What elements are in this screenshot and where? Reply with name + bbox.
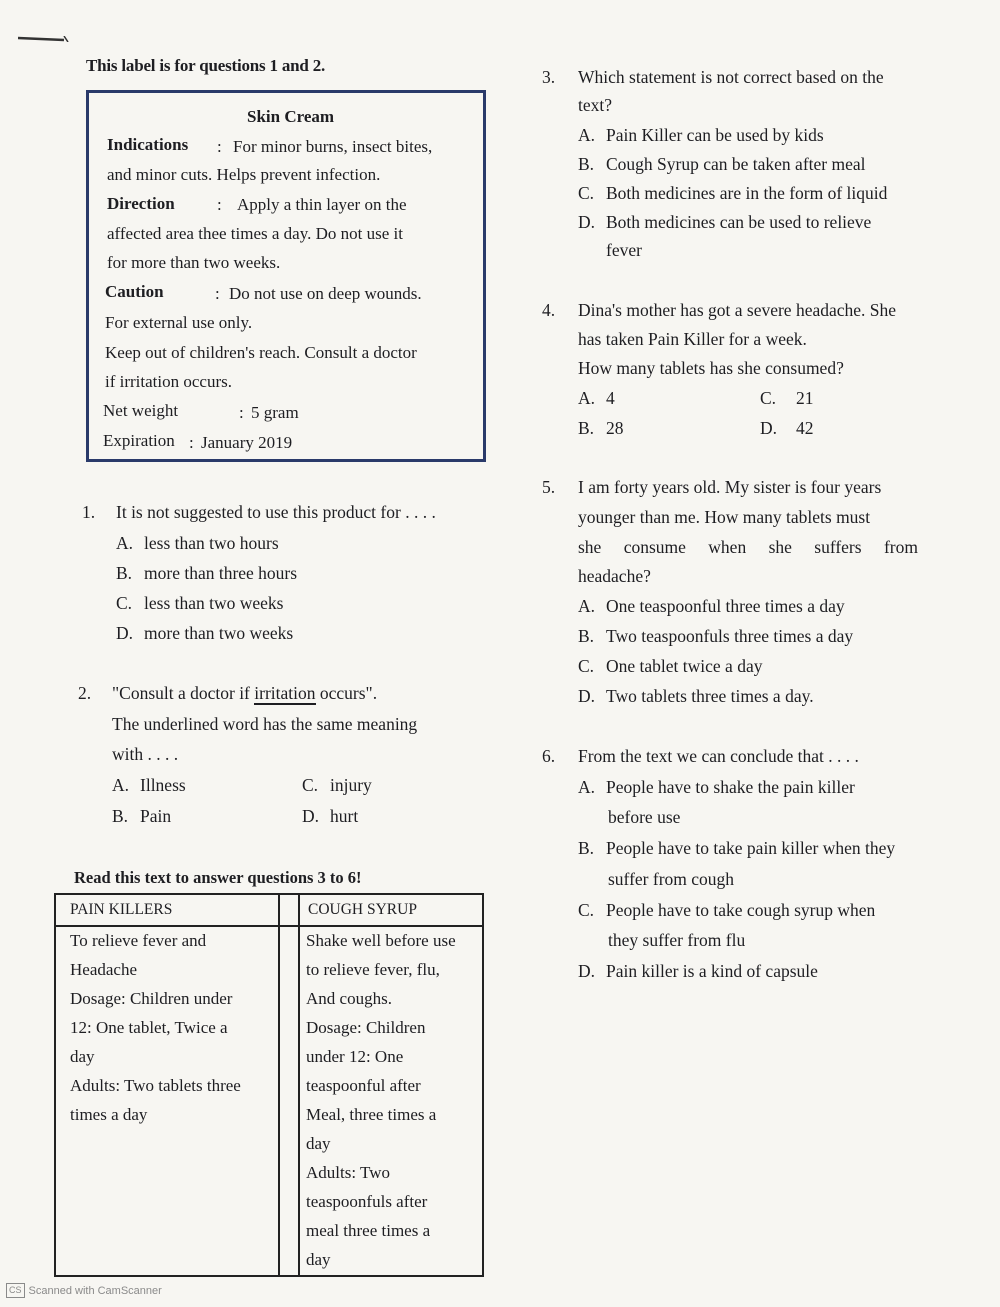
header-divider <box>56 925 482 927</box>
colon: : <box>217 195 222 214</box>
caution-line4: if irritation occurs. <box>105 372 232 391</box>
q6-number: 6. <box>542 746 556 766</box>
q1-option-a[interactable]: A. less than two hours <box>116 533 279 553</box>
q3-option-a[interactable]: A. Pain Killer can be used by kids <box>578 125 824 145</box>
q5-option-d[interactable]: D. Two tablets three times a day. <box>578 686 814 706</box>
q3-option-c[interactable]: C. Both medicines are in the form of liquid <box>578 183 888 203</box>
label-heading: This label is for questions 1 and 2. <box>86 56 326 75</box>
q2-line2: The underlined word has the same meaning <box>112 714 418 734</box>
table-heading: Read this text to answer questions 3 to 6! <box>74 868 362 887</box>
col1-line: times a day <box>70 1105 148 1124</box>
q2-option-c[interactable]: C. injury <box>302 775 372 795</box>
q2-number: 2. <box>78 683 92 703</box>
q6-option-d[interactable]: D. Pain killer is a kind of capsule <box>578 961 818 981</box>
q3-option-b[interactable]: B. Cough Syrup can be taken after meal <box>578 154 866 174</box>
q3-option-d-cont: fever <box>606 240 642 260</box>
direction-line3: for more than two weeks. <box>107 253 281 272</box>
col1-header: PAIN KILLERS <box>70 901 173 918</box>
indications-line2: and minor cuts. Helps prevent infection. <box>107 165 381 184</box>
q3-option-d[interactable]: D. Both medicines can be used to relieve <box>578 212 872 232</box>
q1-option-c[interactable]: C. less than two weeks <box>116 593 284 613</box>
colon: : <box>215 284 220 303</box>
column-divider <box>298 895 300 1275</box>
q3-stem-line1: Which statement is not correct based on the <box>578 67 884 87</box>
staple-mark <box>18 36 70 42</box>
q3-number: 3. <box>542 67 556 87</box>
col2-line: Meal, three times a <box>306 1105 437 1124</box>
label-title: Skin Cream <box>247 107 335 126</box>
watermark-text: Scanned with CamScanner <box>28 1284 162 1297</box>
indications-label: Indications <box>107 135 189 154</box>
colon: : <box>239 403 244 422</box>
scanner-watermark <box>6 1283 162 1298</box>
col1-line: Headache <box>70 960 138 979</box>
caution-line1: Do not use on deep wounds. <box>229 284 422 303</box>
q6-option-b[interactable]: B. People have to take pain killer when they <box>578 838 896 858</box>
col2-line: And coughs. <box>306 989 392 1008</box>
q6-stem: From the text we can conclude that . . . . <box>578 746 859 766</box>
q5-stem-line4: headache? <box>578 566 651 586</box>
col1-line: day <box>70 1047 95 1066</box>
caution-line2: For external use only. <box>105 313 253 332</box>
col2-line: day <box>306 1250 331 1269</box>
q5-stem-line1: I am forty years old. My sister is four years <box>578 477 882 497</box>
q4-stem-line3: How many tablets has she consumed? <box>578 358 844 378</box>
q4-option-b[interactable]: B. 28 <box>578 418 624 438</box>
caution-label: Caution <box>105 282 164 301</box>
q4-number: 4. <box>542 300 556 320</box>
col2-header: COUGH SYRUP <box>308 901 417 918</box>
q6-option-b-cont: suffer from cough <box>608 869 735 889</box>
col2-line: Shake well before use <box>306 931 456 950</box>
direction-line1: Apply a thin layer on the <box>237 195 407 214</box>
q2-option-a[interactable]: A. Illness <box>112 775 186 795</box>
net-weight-label: Net weight <box>103 401 179 420</box>
q6-option-a[interactable]: A. People have to shake the pain killer <box>578 777 855 797</box>
q6-option-c-cont: they suffer from flu <box>608 930 746 950</box>
q1-stem: It is not suggested to use this product for . . . . <box>116 502 436 522</box>
direction-line2: affected area thee times a day. Do not use it <box>107 224 403 243</box>
q1-option-d[interactable]: D. more than two weeks <box>116 623 294 643</box>
medicine-table <box>54 893 484 1277</box>
colon: : <box>189 433 194 452</box>
q2-option-d[interactable]: D. hurt <box>302 806 359 826</box>
q6-option-c[interactable]: C. People have to take cough syrup when <box>578 900 876 920</box>
col2-line: day <box>306 1134 331 1153</box>
col2-line: to relieve fever, flu, <box>306 960 440 979</box>
camscanner-logo: CS <box>6 1283 25 1298</box>
col2-line: teaspoonful after <box>306 1076 421 1095</box>
col1-line: 12: One tablet, Twice a <box>70 1018 228 1037</box>
indications-line1: For minor burns, insect bites, <box>233 137 433 156</box>
underlined-word: irritation <box>254 683 316 703</box>
q4-option-d[interactable]: D. 42 <box>760 418 814 438</box>
q6-option-a-cont: before use <box>608 807 681 827</box>
q1-number: 1. <box>82 502 96 522</box>
q5-option-c[interactable]: C. One tablet twice a day <box>578 656 763 676</box>
q4-stem-line2: has taken Pain Killer for a week. <box>578 329 807 349</box>
q2-line3: with . . . . <box>112 744 179 764</box>
q4-stem-line1: Dina's mother has got a severe headache. She <box>578 300 897 320</box>
column-divider <box>278 895 280 1275</box>
caution-line3: Keep out of children's reach. Consult a doctor <box>105 343 417 362</box>
col2-line: teaspoonfuls after <box>306 1192 428 1211</box>
col1-line: To relieve fever and <box>70 931 207 950</box>
net-weight-value: 5 gram <box>251 403 299 422</box>
q5-number: 5. <box>542 477 556 497</box>
q5-option-b[interactable]: B. Two teaspoonfuls three times a day <box>578 626 854 646</box>
expiration-label: Expiration <box>103 431 175 450</box>
col2-line: Adults: Two <box>306 1163 390 1182</box>
col1-line: Adults: Two tablets three <box>70 1076 241 1095</box>
q1-option-b[interactable]: B. more than three hours <box>116 563 298 583</box>
col1-line: Dosage: Children under <box>70 989 233 1008</box>
q4-option-c[interactable]: C. 21 <box>760 388 814 408</box>
direction-label: Direction <box>107 194 175 213</box>
q2-stem: "Consult a doctor if irritation occurs". <box>112 683 378 703</box>
q4-option-a[interactable]: A. 4 <box>578 388 615 408</box>
col2-line: meal three times a <box>306 1221 431 1240</box>
expiration-value: January 2019 <box>201 433 293 452</box>
colon: : <box>217 137 222 156</box>
q5-stem-line3: she consume when she suffers from <box>578 537 918 557</box>
q2-option-b[interactable]: B. Pain <box>112 806 172 826</box>
q5-stem-line2: younger than me. How many tablets must <box>578 507 871 527</box>
q5-option-a[interactable]: A. One teaspoonful three times a day <box>578 596 845 616</box>
q3-stem-line2: text? <box>578 95 613 115</box>
col2-line: under 12: One <box>306 1047 404 1066</box>
col2-line: Dosage: Children <box>306 1018 426 1037</box>
skin-cream-label <box>86 90 486 462</box>
